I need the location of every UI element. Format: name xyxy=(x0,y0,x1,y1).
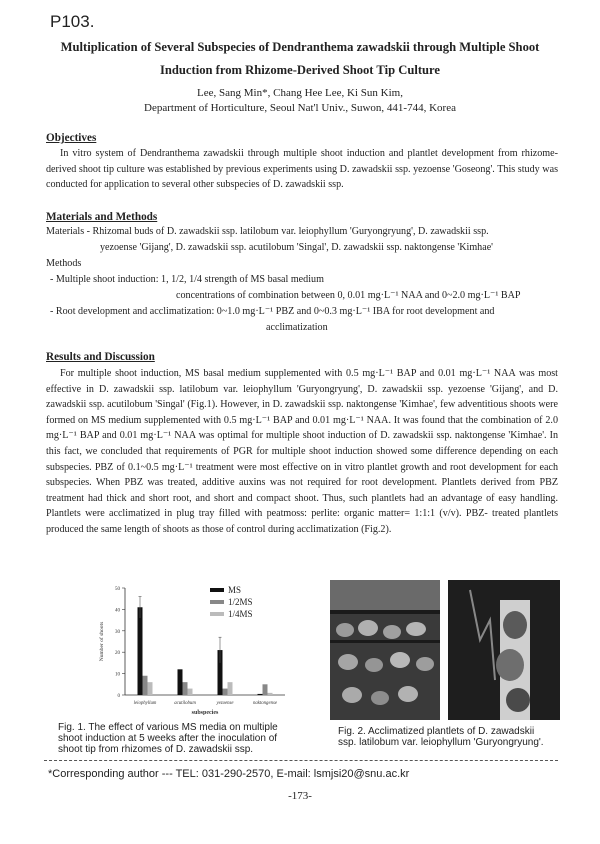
abstract-code: P103. xyxy=(50,12,95,31)
fig1-caption: Fig. 1. The effect of various MS media on multiple shoot induction at 5 weeks after the inoculation of shoot tip from rhizomes of D. zawadskii ssp. xyxy=(58,722,278,755)
title-line-1: Multiplication of Several Subspecies of Dendranthema zawadskii through Multiple Shoot xyxy=(60,40,540,54)
legend-swatch xyxy=(210,588,224,592)
fig1-legend xyxy=(210,585,253,621)
legend-label: MS xyxy=(228,585,242,595)
legend-swatch xyxy=(210,600,224,604)
methods-label: Methods xyxy=(46,258,82,269)
y-tick-label: 20 xyxy=(115,651,120,657)
method-2b: acclimatization xyxy=(266,322,328,333)
photo-plantlet-roots xyxy=(448,580,560,720)
y-tick-label: 10 xyxy=(115,672,120,678)
legend-swatch xyxy=(210,612,224,616)
y-tick-label: 30 xyxy=(115,629,120,635)
page-number: -173- xyxy=(288,790,312,802)
bar-1-2MS-leiophyllum xyxy=(143,676,148,695)
objectives-heading: Objectives xyxy=(46,132,97,144)
x-tick-label: naktongense xyxy=(253,701,277,706)
x-axis-label: subspecies xyxy=(191,710,219,715)
legend-entry xyxy=(210,597,253,607)
bar-MS-leiophyllum xyxy=(138,607,143,695)
results-text: For multiple shoot induction, MS basal medium supplemented with 0.5 mg·L⁻¹ BAP and 0.01 mg·L⁻¹ NAA was most effective in D. zawadskii ssp. latilobum var. leiophyllum 'Guryongryung', D. zawadskii ssp. yezoense 'Gijang', and D. zawadskii ssp. acutilobum 'Singal' (Fig.1). However, in D. zawadskii ssp. naktongense 'Kimhae', few adventitious shoots were formed on MS medium supplemented with 0.5 mg·L⁻¹ BAP and 0.01 mg·L⁻¹ NAA. It was found that the combination of 2.0 mg·L⁻¹ BAP and 0.01 mg·L⁻¹ NAA was optimal for multiple shoot induction of D. zawadskii ssp. naktongense 'Kimhae'. In this fact, we concluded that requirements of PGR for multiple shoot induction showed some difference depending on each subspecies. PBZ of 0.1~0.5 mg·L⁻¹ treatment were most effective on in vitro plantlet growth and root development for each subspecies. When PBZ was treated, additive auxins was not required for root development. Plantlets derived from PBZ treatment had thick and short root, and short and compact shoot. Thus, such plantlets had an advantage of easy handling. Plantlets were acclimatized in plug tray filled with peatmoss: perlite: organic matter= 1:1:1 (v/v). PBZ- treated plantlets produced the same length of shoots as those of control during acclimatization (Fig.2). xyxy=(46,368,558,535)
y-tick-label: 0 xyxy=(117,694,120,699)
bar-1-4MS-naktongense xyxy=(268,693,273,695)
x-tick-label: leiophyllum xyxy=(133,701,157,706)
bar-1-2MS-acutilobum xyxy=(183,682,188,695)
y-tick-label: 40 xyxy=(115,608,120,614)
materials-line-1: Materials - Rhizomal buds of D. zawadskii ssp. latilobum var. leiophyllum 'Guryongryung', D. zawadskii ssp. xyxy=(46,226,489,237)
y-axis-label: Number of shoots xyxy=(99,621,105,662)
method-2a: - Root development and acclimatization: 0~1.0 mg·L⁻¹ PBZ and 0~0.3 mg·L⁻¹ IBA for root development and xyxy=(50,306,495,317)
x-tick-label: yezoense xyxy=(216,701,234,706)
title-line-2: Induction from Rhizome-Derived Shoot Tip Culture xyxy=(160,63,440,77)
corresponding-author: *Corresponding author --- TEL: 031-290-2570, E-mail: lsmjsi20@snu.ac.kr xyxy=(48,768,410,780)
bar-1-4MS-acutilobum xyxy=(188,689,193,695)
materials-line-2: yezoense 'Gijang', D. zawadskii ssp. acutilobum 'Singal', D. zawadskii ssp. naktongense 'Kimhae' xyxy=(100,242,493,253)
x-tick-label: acutilobum xyxy=(174,701,196,706)
footer-divider xyxy=(44,760,558,761)
y-tick-label: 50 xyxy=(115,587,120,592)
objectives-text: In vitro system of Dendranthema zawadskii through multiple shoot induction and plantlet development from rhizome-derived shoot tip culture was established by previous experiments using D. zawadskii ssp. yezoense 'Goseong'. This study was conducted for application to several other subspecies of D. zawadskii ssp. xyxy=(46,148,558,191)
legend-label: 1/2MS xyxy=(228,597,253,607)
methods-heading: Materials and Methods xyxy=(46,211,158,223)
fig2-photographs xyxy=(330,580,560,720)
results-heading: Results and Discussion xyxy=(46,351,155,363)
bar-1-2MS-naktongense xyxy=(263,684,268,695)
authors: Lee, Sang Min*, Chang Hee Lee, Ki Sun Kim, xyxy=(197,87,403,99)
method-1b: concentrations of combination between 0, 0.01 mg·L⁻¹ NAA and 0~2.0 mg·L⁻¹ BAP xyxy=(176,290,521,301)
bar-1-2MS-yezoense xyxy=(223,689,228,695)
bar-MS-naktongense xyxy=(258,694,263,695)
fig2-caption: Fig. 2. Acclimatized plantlets of D. zawadskii ssp. latilobum var. leiophyllum 'Guryongryung'. xyxy=(338,726,544,748)
bar-MS-acutilobum xyxy=(178,669,183,695)
legend-entry xyxy=(210,609,253,619)
affiliation: Department of Horticulture, Seoul Nat'l Univ., Suwon, 441-744, Korea xyxy=(144,102,456,114)
bar-1-4MS-yezoense xyxy=(228,682,233,695)
bar-1-4MS-leiophyllum xyxy=(148,682,153,695)
fig1-bar-chart xyxy=(95,580,295,715)
photo-plug-tray xyxy=(330,580,440,720)
legend-label: 1/4MS xyxy=(228,609,253,619)
method-1a: - Multiple shoot induction: 1, 1/2, 1/4 strength of MS basal medium xyxy=(50,274,324,285)
legend-entry xyxy=(210,585,253,595)
